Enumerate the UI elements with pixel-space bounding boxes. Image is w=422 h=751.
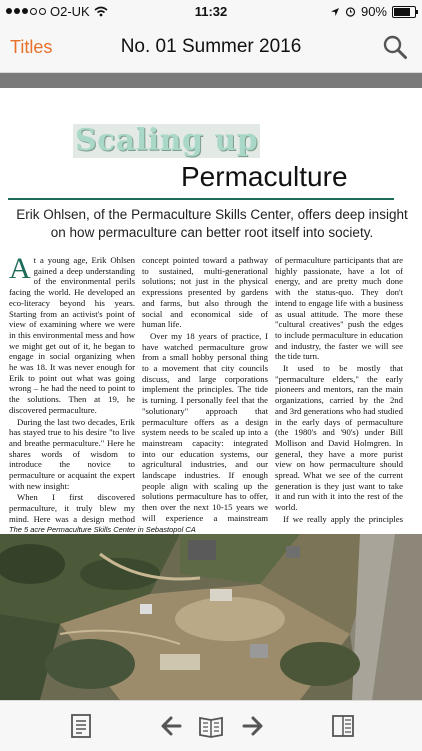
location-arrow-icon [330, 7, 340, 17]
paragraph: concept pointed toward a pathway to sustained, multi-generational solutions; not just in the physical expressions presented by gardens and farms, but also through the social and economical side of human life. [142, 255, 268, 330]
previous-page-arrow-icon[interactable] [158, 713, 184, 739]
contents-list-icon[interactable] [68, 713, 94, 739]
carrier-label: O2-UK [50, 4, 90, 19]
article-deck: Erik Ohlsen, of the Permaculture Skills Center, offers deep insight on how permaculture can better root itself into society. [16, 207, 408, 240]
article-body [9, 255, 413, 525]
bottom-toolbar [0, 700, 422, 751]
headline-rule [8, 198, 394, 200]
paragraph: During the last two decades, Erik has stayed true to his desire "to live and breathe permaculture." Here he shares words of wisdom to introduce the novice to permaculture or acquaint the expert with new insight: [9, 416, 135, 491]
nav-bar [0, 22, 422, 73]
paragraph: At a young age, Erik Ohlsen gained a deep understanding of the environmental perils facing the world. He developed an eco-literacy beyond his years. Starting from an activist's point of view of examining where we were in this environmental mess and how we might get out of it, he began to engage in social organizing when he was 18. It was never enough for Erik to point out what was going wrong – he had the need to point to the solutions. Then at 19, he discovered permaculture. [9, 255, 135, 415]
paragraph: When I first discovered permaculture, it truly blew my mind. Here was a design method [9, 492, 135, 524]
battery-icon [392, 6, 416, 18]
drop-cap: A [9, 255, 31, 285]
magazine-page[interactable] [0, 88, 422, 700]
paragraph: It used to be mostly that "permaculture elders," the early pioneers and mentors, ran the main organizations, carried by the 2nd and 3rd generations who had studied in the early days of permaculture (the 1980's and '90's) under Bill Mollison and David Holmgren. In general, they have a more purist view on how permaculture should spread. What we see of the current generation is they just want to take it and run with it into the rest of the world. [275, 363, 403, 513]
status-bar [0, 0, 422, 22]
next-page-arrow-icon[interactable] [240, 713, 266, 739]
article-kicker: Scaling up [75, 123, 259, 158]
paragraph: Over my 18 years of practice, I have watched permaculture grow from a small hobby personal thing to a movement that city councils discuss, and large corporations implement the principles. The tide is turning. I personally feel that the "solutionary" approach that permaculture offers as a design system needs to be scaled up into a mainstream capacity: integrated into our education systems, our agricultural industries, and our landscape industries. If enough people align with scaling up the solutions permaculture has to offer, then over the next 10-15 years we will experience a mainstream [142, 330, 268, 523]
article-column-3 [275, 255, 403, 525]
aerial-photo [0, 534, 422, 700]
clock: 11:32 [194, 4, 228, 19]
alarm-clock-icon [345, 6, 356, 17]
photo-caption: The 5 acre Permaculture Skills Center in Sebastopol CA [9, 525, 196, 534]
paragraph: If we really apply the principles [283, 513, 403, 524]
status-right [330, 4, 416, 19]
paragraph: of permaculture participants that are highly passionate, have a lot of energy, and are pretty much done with the status-quo. They don't intend to engage life with a business as usual attitude. The more these "cultural creatives" push the edges to include permaculture in education and industry, the faster we will see the tide turn. [275, 255, 403, 362]
article-column-2 [142, 255, 268, 525]
issue-title: No. 01 Summer 2016 [120, 36, 302, 57]
titles-back-button[interactable]: Titles [10, 37, 53, 57]
article-headline: Permaculture [181, 161, 348, 192]
battery-percent: 90% [360, 4, 387, 19]
open-book-icon[interactable] [198, 713, 224, 739]
search-icon[interactable] [382, 34, 408, 60]
page-thumbnail-icon[interactable] [330, 713, 356, 739]
article-column-1 [9, 255, 135, 525]
